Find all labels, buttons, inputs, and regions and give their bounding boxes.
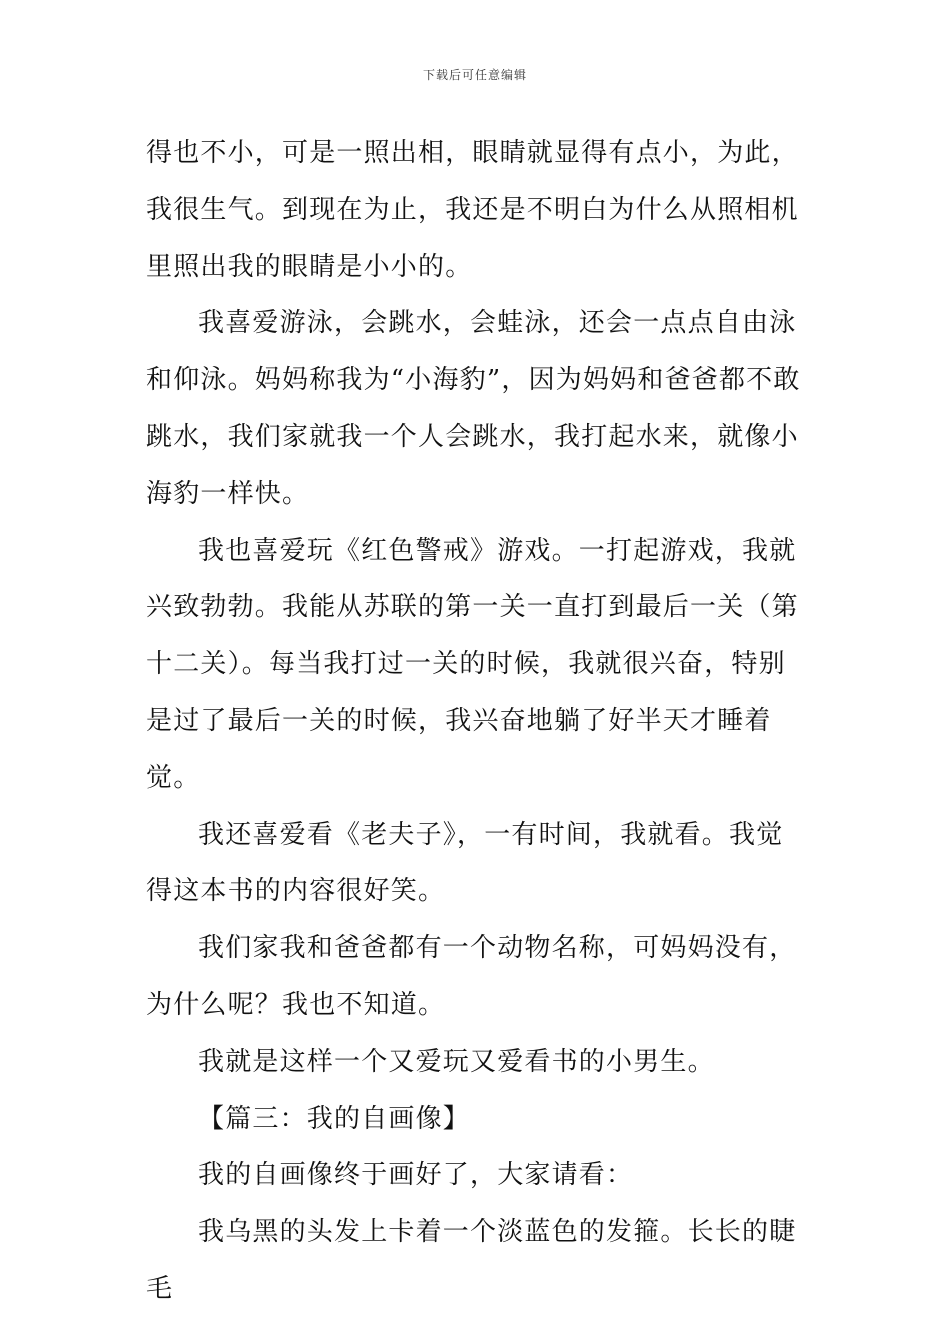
page-header: 下载后可任意编辑 — [422, 68, 527, 82]
section-heading: 【篇三：我的自画像】 — [198, 1103, 471, 1134]
document-body — [146, 125, 808, 1318]
paragraph-7: 我的自画像终于画好了，大家请看： — [198, 1160, 634, 1191]
paragraph-1: 得也不小，可是一照出相，眼睛就显得有点小，为此，我很生气。到现在为止，我还是不明白为什么从照相机里照出我的眼睛是小小的。 — [146, 138, 799, 282]
paragraph-3: 我也喜爱玩《红色警戒》游戏。一打起游戏，我就兴致勃勃。我能从苏联的第一关一直打到最后一关（第十二关）。每当我打过一关的时候，我就很兴奋，特别是过了最后一关的时候，我兴奋地躺了好半天才睡着觉。 — [146, 535, 799, 793]
paragraph-4: 我还喜爱看《老夫子》，一有时间，我就看。我觉得这本书的内容很好笑。 — [146, 819, 784, 907]
paragraph-5: 我们家我和爸爸都有一个动物名称，可妈妈没有，为什么呢？我也不知道。 — [146, 933, 797, 1020]
paragraph-8: 我乌黑的头发上卡着一个淡蓝色的发箍。长长的睫毛 — [146, 1217, 797, 1304]
paragraph-2: 我喜爱游泳，会跳水，会蛙泳，还会一点点自由泳和仰泳。妈妈称我为“小海豹”，因为妈妈和爸爸都不敢跳水，我们家就我一个人会跳水，我打起水来，就像小海豹一样快。 — [146, 308, 801, 509]
paragraph-6: 我就是这样一个又爱玩又爱看书的小男生。 — [198, 1046, 715, 1077]
